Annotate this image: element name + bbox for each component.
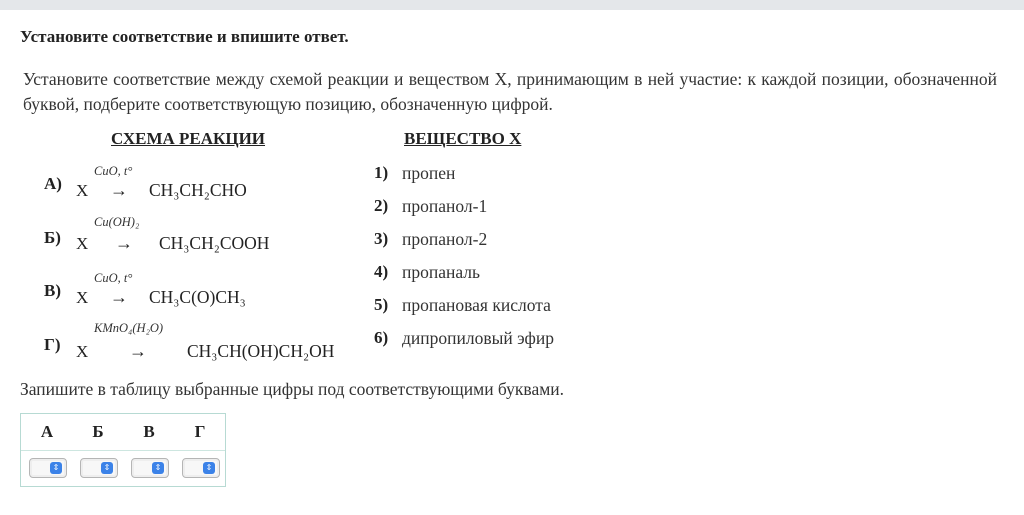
select-updown-arrows-icon: ⇕ [50,462,62,474]
option-text-1: пропен [402,163,456,183]
reaction-arrow-b: → [115,233,133,253]
option-number-2: 2) [374,196,389,215]
answer-select-b[interactable] [80,458,118,478]
reaction-letter-c: В) [44,281,61,300]
option-text-4: пропаналь [402,262,480,282]
reaction-letter-b: Б) [44,228,61,247]
select-updown-arrows-icon: ⇕ [203,462,215,474]
reaction-arrow-a: → [110,180,128,200]
reaction-product-c: CH₃C(O)CH₃ [149,287,246,307]
option-number-4: 4) [374,262,389,281]
reaction-condition-d: KMnO₄(H₂O) [94,321,164,335]
reaction-condition-c: CuO, t° [94,271,133,285]
answer-select-c[interactable] [131,458,169,478]
option-number-6: 6) [374,328,389,347]
table-divider [21,450,225,451]
reaction-reagent-d: X [76,342,89,361]
option-number-3: 3) [374,229,389,248]
answer-table [20,413,226,487]
reaction-reagent-a: X [76,181,89,200]
option-number-1: 1) [374,163,389,182]
answer-instruction: Запишите в таблицу выбранные цифры под соответствующими буквами. [20,379,565,399]
reaction-condition-a: CuO, t° [94,164,133,178]
task-title: Установите соответствие и впишите ответ. [20,27,349,46]
select-updown-arrows-icon: ⇕ [152,462,164,474]
top-bar [0,0,1024,10]
reaction-product-b: CH₃CH₂COOH [159,233,270,253]
answer-header-b: Б [92,422,104,441]
option-text-5: пропановая кислота [402,295,551,315]
reaction-reagent-c: X [76,288,89,307]
substance-column-heading: ВЕЩЕСТВО X [404,129,522,148]
reaction-product-a: CH₃CH₂CHO [149,180,247,200]
option-text-6: дипропиловый эфир [402,328,554,348]
option-text-3: пропанол-2 [402,229,488,249]
question-text: Установите соответствие между схемой реакции и веществом X, принимающим в ней участие: к каждой позиции, обозначенной буквой, подберите соответствующую позицию, обозначенную цифрой. [23,69,997,114]
reaction-reagent-b: X [76,234,89,253]
reaction-column-heading: СХЕМА РЕАКЦИИ [111,129,266,148]
reaction-letter-a: А) [44,174,62,193]
option-text-2: пропанол-1 [402,196,488,216]
answer-header-a: А [40,422,54,441]
reaction-condition-b: Cu(OH)₂ [94,215,140,229]
reaction-arrow-c: → [110,287,128,307]
answer-header-c: В [143,422,155,441]
reaction-arrow-d: → [129,341,147,361]
reaction-letter-d: Г) [44,335,61,354]
answer-header-d: Г [194,422,206,441]
answer-select-d[interactable] [182,458,220,478]
select-updown-arrows-icon: ⇕ [101,462,113,474]
answer-select-a[interactable] [29,458,67,478]
reaction-product-d: CH₃CH(OH)CH₂OH [187,341,335,361]
option-number-5: 5) [374,295,389,314]
